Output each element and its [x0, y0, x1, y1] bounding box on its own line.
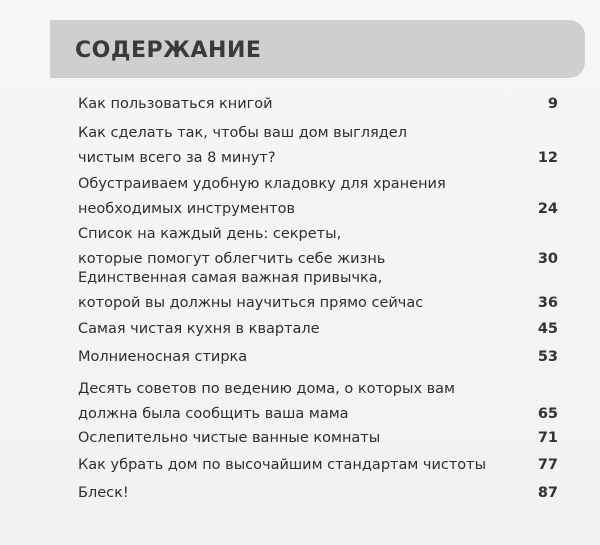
toc-page-number: 53: [537, 349, 558, 365]
toc-entry: [78, 172, 558, 222]
toc-entry-title: Молниеносная стирка: [78, 349, 248, 365]
toc-entry: [78, 481, 558, 506]
toc-page-number: 24: [537, 201, 558, 217]
toc-page-number: 12: [537, 150, 558, 166]
toc-entry: [78, 92, 558, 117]
toc-entry: [78, 426, 558, 451]
toc-entry-title: чистым всего за 8 минут?: [78, 150, 276, 166]
toc-entry-title: необходимых инструментов: [78, 201, 296, 217]
toc-page-number: 65: [537, 406, 558, 422]
toc-entry: [78, 453, 558, 478]
toc-entry-title: должна была сообщить ваша мама: [78, 406, 349, 422]
toc-entry: [78, 222, 558, 272]
toc-entry-title: которой вы должны научиться прямо сейчас: [78, 295, 424, 311]
toc-entry: [78, 121, 558, 171]
page-title: СОДЕРЖАНИЕ: [75, 38, 262, 63]
toc-entry: [78, 345, 558, 370]
toc-entry-title: Список на каждый день: секреты,: [78, 226, 342, 242]
toc-entry: [78, 317, 558, 342]
toc-page-number: 36: [537, 295, 558, 311]
toc-page-number: 30: [537, 251, 558, 267]
toc-page-number: 71: [537, 430, 558, 446]
toc-entry-title: Как пользоваться книгой: [78, 96, 273, 112]
toc-entry-title: Как убрать дом по высочайшим стандартам чистоты: [78, 457, 487, 473]
toc-entry-title: Блеск!: [78, 485, 129, 501]
toc-page-number: 9: [547, 96, 558, 112]
toc-entry: [78, 266, 558, 316]
toc-entry-title: Обустраиваем удобную кладовку для хранения: [78, 176, 446, 192]
toc-entry-title: Ослепительно чистые ванные комнаты: [78, 430, 381, 446]
toc-page-number: 45: [537, 321, 558, 337]
toc-entry-title: Десять советов по ведению дома, о которых вам: [78, 381, 455, 397]
toc-entry-title: Как сделать так, чтобы ваш дом выглядел: [78, 125, 407, 141]
toc-entry: [78, 377, 558, 427]
toc-page-number: 77: [537, 457, 558, 473]
toc-page-number: 87: [537, 485, 558, 501]
toc-entry-title: Самая чистая кухня в квартале: [78, 321, 320, 337]
toc-entry-title: которые помогут облегчить себе жизнь: [78, 251, 386, 267]
toc-entry-title: Единственная самая важная привычка,: [78, 270, 383, 286]
